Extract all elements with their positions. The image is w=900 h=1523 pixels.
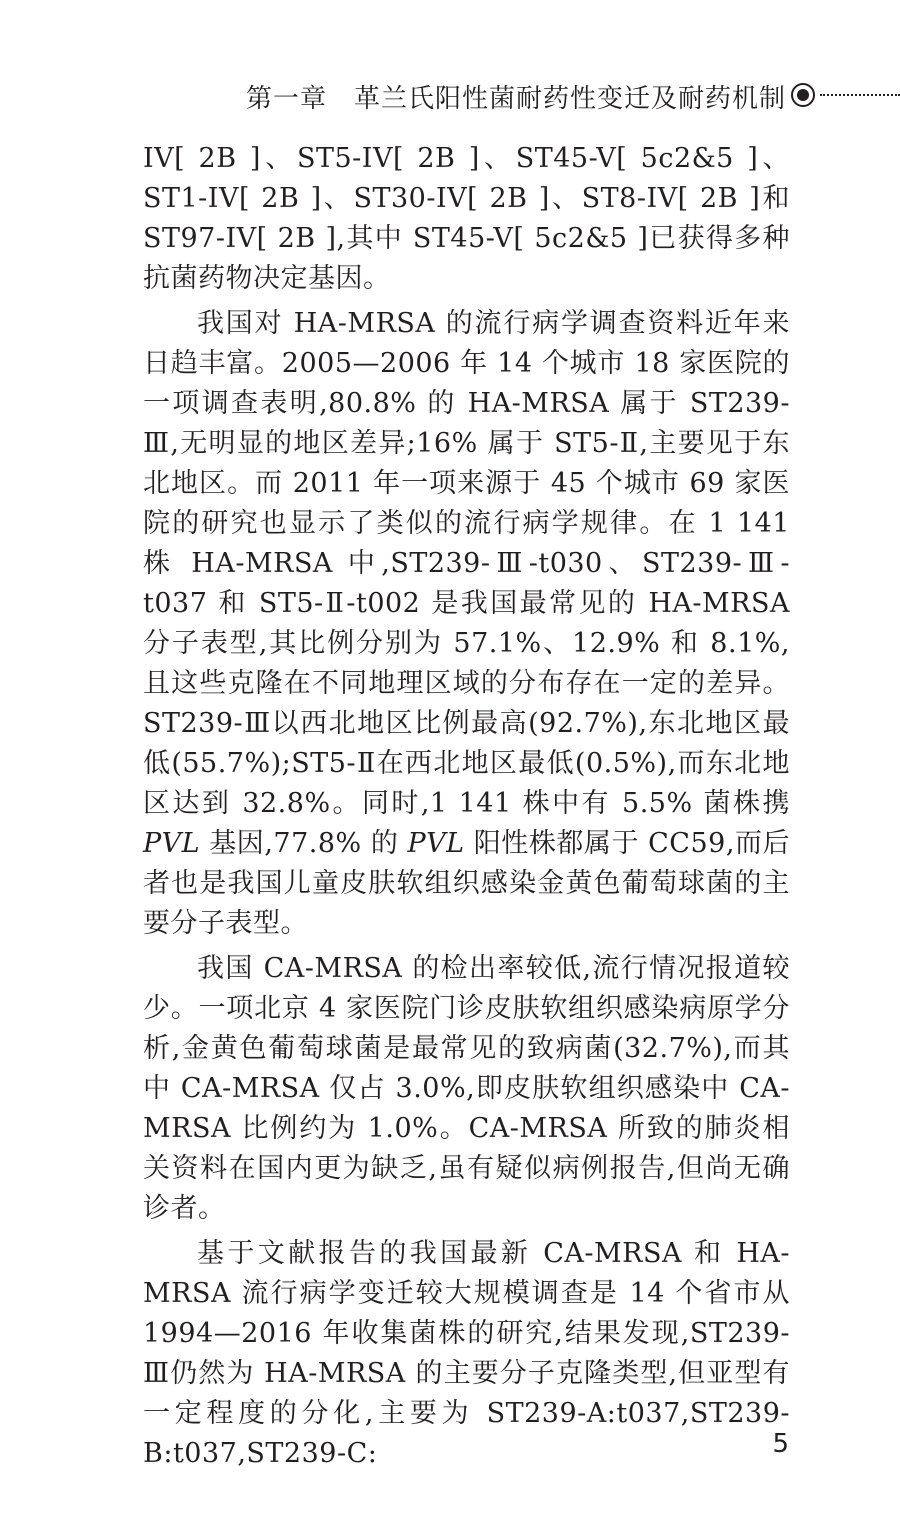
chapter-title: 第一章 革兰氏阳性菌耐药性变迁及耐药机制 <box>245 84 786 114</box>
pvl-gene-term: PVL <box>407 828 465 859</box>
pvl-gene-term: PVL <box>143 828 201 859</box>
body-text <box>143 139 790 1474</box>
dotted-leader <box>820 94 900 96</box>
page-number: 5 <box>772 1429 789 1459</box>
paragraph-3: 我国 CA-MRSA 的检出率较低,流行情况报道较少。一项北京 4 家医院门诊皮肤软组织感染病原学分析,金黄色葡萄球菌是最常见的致病菌(32.7%),而其中 CA-MRSA 仅占 3.0%,即皮肤软组织感染中 CA-MRSA 比例约为 1.0%。CA-MRSA 所致的肺炎相关资料在国内更为缺乏,虽有疑似病例报告,但尚无确诊者。 <box>143 953 790 1224</box>
paragraph-1: IV[ 2B ]、ST5-IV[ 2B ]、ST45-V[ 5c2&5 ]、ST1-IV[ 2B ]、ST30-IV[ 2B ]、ST8-IV[ 2B ]和 ST97-IV[ 2B ],其中 ST45-V[ 5c2&5 ]已获得多种抗菌药物决定基因。 <box>143 143 790 294</box>
paragraph-4: 基于文献报告的我国最新 CA-MRSA 和 HA-MRSA 流行病学变迁较大规模调查是 14 个省市从 1994—2016 年收集菌株的研究,结果发现,ST239-Ⅲ仍然为 HA-MRSA 的主要分子克隆类型,但亚型有一定程度的分化,主要为 ST239-A:t037,ST239-B:t037,ST239-C: <box>143 1238 790 1469</box>
paragraph-2-text-c: 阳性株都属于 CC59,而后者也是我国儿童皮肤软组织感染金黄色葡萄球菌的主要分子表型。 <box>143 828 790 939</box>
running-header <box>140 72 900 116</box>
paragraph-2-text-b: 基因,77.8% 的 <box>200 828 408 859</box>
paragraph-2 <box>143 304 790 944</box>
paragraph-2-text-a: 我国对 HA-MRSA 的流行病学调查资料近年来日趋丰富。2005—2006 年 14 个城市 18 家医院的一项调查表明,80.8% 的 HA-MRSA 属于 ST239-Ⅲ,无明显的地区差异;16% 属于 ST5-Ⅱ,主要见于东北地区。而 2011 年一项来源于 45 个城市 69 家医院的研究也显示了类似的流行病学规律。在 1 141 株 HA-MRSA 中,ST239-Ⅲ-t030、ST239-Ⅲ-t037 和 ST5-Ⅱ-t002 是我国最常见的 HA-MRSA 分子表型,其比例分别为 57.1%、12.9% 和 8.1%,且这些克隆在不同地理区域的分布存在一定的差异。ST239-Ⅲ以西北地区比例最高(92.7%),东北地区最低(55.7%);ST5-Ⅱ在西北地区最低(0.5%),而东北地区达到 32.8%。同时,1 141 株中有 5.5% 菌株携 <box>143 308 790 819</box>
bullseye-icon <box>791 83 815 107</box>
